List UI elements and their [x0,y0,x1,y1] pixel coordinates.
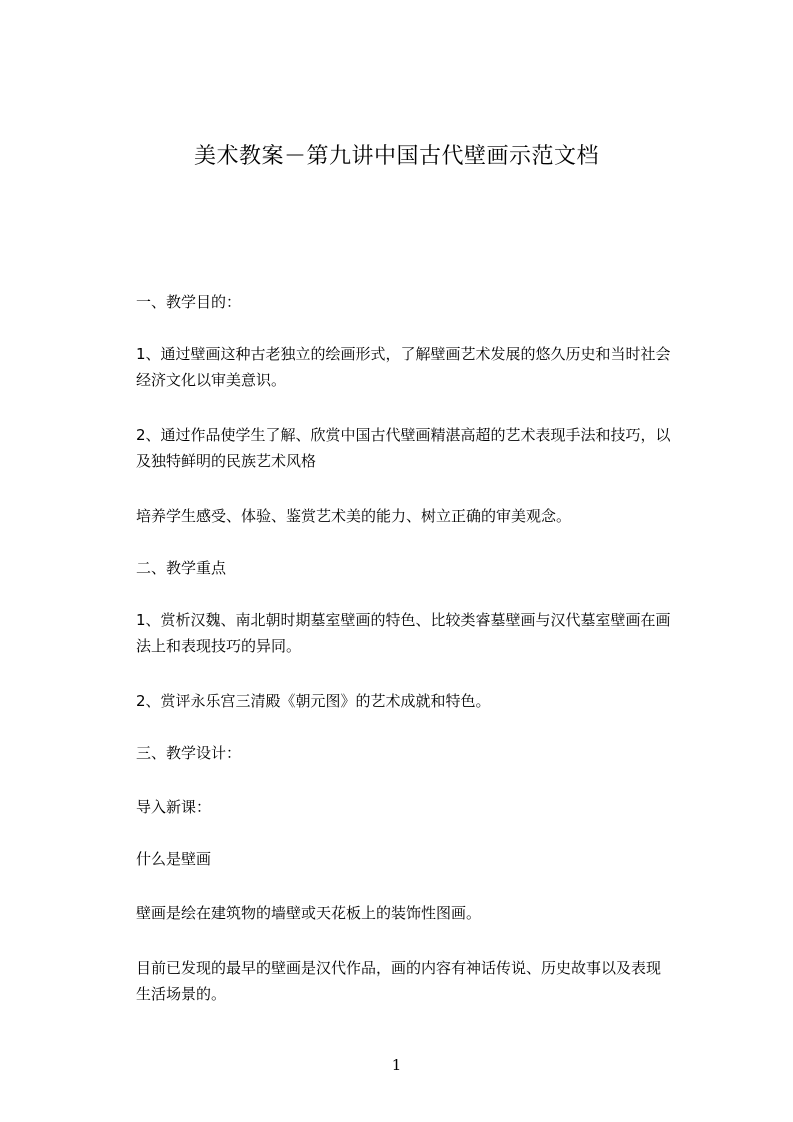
paragraph-mural-definition [136,900,711,926]
text-line: 法上和表现技巧的异同。 [136,637,302,655]
paragraph-earliest-mural [136,955,711,1007]
paragraph-goal-2 [136,422,711,474]
text-line: 壁画是绘在建筑物的墙壁或天花板上的装饰性图画。 [136,904,482,922]
paragraph-key-point-1 [136,607,711,659]
text-line: 目前已发现的最早的壁画是汉代作品，画的内容有神话传说、历史故事以及表现 [136,959,662,977]
section-heading-teaching-design [136,740,711,766]
section-heading-teaching-goals [136,289,711,315]
text-line: 2、通过作品使学生了解、欣赏中国古代壁画精湛高超的艺术表现手法和技巧，以 [136,426,671,444]
text-line: 导入新课： [136,798,212,816]
paragraph-key-point-2 [136,688,711,714]
paragraph-goal-3 [136,503,711,529]
paragraph-what-is-mural [136,846,711,872]
text-line: 及独特鲜明的民族艺术风格 [136,452,317,470]
paragraph-goal-1 [136,341,711,393]
section-heading-key-points [136,555,711,581]
text-line: 二、教学重点 [136,559,227,577]
text-line: 培养学生感受、体验、鉴赏艺术美的能力、树立正确的审美观念。 [136,507,572,525]
text-line: 1、通过壁画这种古老独立的绘画形式，了解壁画艺术发展的悠久历史和当时社会 [136,345,671,363]
text-line: 2、赏评永乐宫三清殿《朝元图》的艺术成就和特色。 [136,692,491,710]
text-line: 生活场景的。 [136,985,227,1003]
text-line: 1、赏析汉魏、南北朝时期墓室壁画的特色、比较类睿墓壁画与汉代墓室壁画在画 [136,611,671,629]
page-number: 1 [391,1056,402,1074]
document-title: 美术教案－第九讲中国古代壁画示范文档 [193,144,599,169]
paragraph-introduction [136,794,711,820]
text-line: 三、教学设计： [136,744,242,762]
text-line: 什么是壁画 [136,850,212,868]
text-line: 经济文化以审美意识。 [136,371,287,389]
text-line: 一、教学目的： [136,293,242,311]
